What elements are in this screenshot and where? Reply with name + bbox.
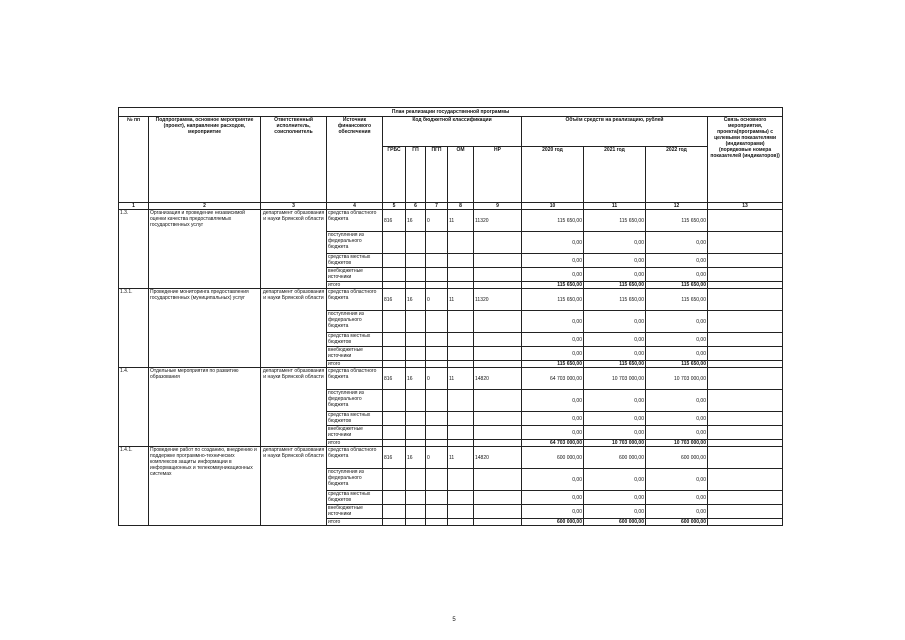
indicator-link bbox=[708, 268, 783, 282]
indicator-link bbox=[708, 210, 783, 232]
code-gp bbox=[406, 232, 426, 254]
value-2021: 0,00 bbox=[584, 347, 646, 361]
header-nr: НР bbox=[474, 147, 522, 203]
code-om bbox=[448, 282, 474, 289]
code-om bbox=[448, 519, 474, 526]
code-grbs bbox=[383, 412, 406, 426]
column-number: 13 bbox=[708, 203, 783, 210]
code-gp bbox=[406, 282, 426, 289]
code-grbs bbox=[383, 519, 406, 526]
indicator-link bbox=[708, 282, 783, 289]
column-number: 8 bbox=[448, 203, 474, 210]
value-2021: 0,00 bbox=[584, 254, 646, 268]
code-gp: 16 bbox=[406, 210, 426, 232]
value-2021: 600 000,00 bbox=[584, 519, 646, 526]
code-pgp bbox=[426, 519, 448, 526]
value-2021: 115 650,00 bbox=[584, 282, 646, 289]
item-executor: департамент образования и науки Брянской области bbox=[261, 447, 327, 526]
code-grbs bbox=[383, 232, 406, 254]
header-name: Подпрограмма, основное мероприятие (проект), направление расходов, мероприятие bbox=[149, 117, 261, 203]
column-number: 10 bbox=[522, 203, 584, 210]
column-number: 5 bbox=[383, 203, 406, 210]
column-number: 3 bbox=[261, 203, 327, 210]
funding-source: средства областного бюджета bbox=[327, 210, 383, 232]
value-2022: 10 703 000,00 bbox=[646, 440, 708, 447]
value-2022: 115 650,00 bbox=[646, 361, 708, 368]
value-2020: 0,00 bbox=[522, 268, 584, 282]
value-2022: 600 000,00 bbox=[646, 447, 708, 469]
indicator-link bbox=[708, 519, 783, 526]
code-gp: 16 bbox=[406, 289, 426, 311]
funding-source: итого bbox=[327, 519, 383, 526]
code-pgp bbox=[426, 426, 448, 440]
code-om bbox=[448, 440, 474, 447]
code-nr bbox=[474, 282, 522, 289]
code-pgp bbox=[426, 361, 448, 368]
code-gp bbox=[406, 347, 426, 361]
value-2020: 64 703 000,00 bbox=[522, 440, 584, 447]
funding-source: поступления из федерального бюджета bbox=[327, 311, 383, 333]
value-2021: 10 703 000,00 bbox=[584, 440, 646, 447]
value-2020: 0,00 bbox=[522, 232, 584, 254]
code-pgp bbox=[426, 412, 448, 426]
funding-source: средства местных бюджетов bbox=[327, 254, 383, 268]
code-grbs: 816 bbox=[383, 368, 406, 390]
value-2020: 0,00 bbox=[522, 469, 584, 491]
indicator-link bbox=[708, 361, 783, 368]
header-source: Источник финансового обеспечения bbox=[327, 117, 383, 203]
value-2021: 0,00 bbox=[584, 469, 646, 491]
header-pgp: ПГП bbox=[426, 147, 448, 203]
column-number: 2 bbox=[149, 203, 261, 210]
indicator-link bbox=[708, 368, 783, 390]
value-2020: 0,00 bbox=[522, 254, 584, 268]
code-grbs: 816 bbox=[383, 289, 406, 311]
code-pgp bbox=[426, 268, 448, 282]
funding-source: внебюджетные источники bbox=[327, 426, 383, 440]
value-2022: 0,00 bbox=[646, 505, 708, 519]
value-2021: 115 650,00 bbox=[584, 289, 646, 311]
value-2021: 0,00 bbox=[584, 426, 646, 440]
item-name: Проведение мониторинга предоставления государственных (муниципальных) услуг bbox=[149, 289, 261, 368]
funding-source: поступления из федерального бюджета bbox=[327, 232, 383, 254]
header-executor: Ответственный исполнитель, соисполнитель bbox=[261, 117, 327, 203]
code-om bbox=[448, 426, 474, 440]
code-grbs bbox=[383, 311, 406, 333]
value-2022: 0,00 bbox=[646, 426, 708, 440]
funding-source: поступления из федерального бюджета bbox=[327, 469, 383, 491]
code-gp bbox=[406, 412, 426, 426]
item-executor: департамент образования и науки Брянской области bbox=[261, 289, 327, 368]
header-om: ОМ bbox=[448, 147, 474, 203]
code-nr bbox=[474, 469, 522, 491]
code-om bbox=[448, 232, 474, 254]
item-name: Организация и проведение независимой оценки качества предоставляемых государственных услуг bbox=[149, 210, 261, 289]
value-2022: 0,00 bbox=[646, 469, 708, 491]
value-2021: 0,00 bbox=[584, 333, 646, 347]
code-nr bbox=[474, 519, 522, 526]
code-pgp bbox=[426, 469, 448, 491]
indicator-link bbox=[708, 254, 783, 268]
value-2021: 0,00 bbox=[584, 390, 646, 412]
indicator-link bbox=[708, 289, 783, 311]
code-nr bbox=[474, 333, 522, 347]
funding-source: средства местных бюджетов bbox=[327, 333, 383, 347]
code-grbs bbox=[383, 426, 406, 440]
code-grbs: 816 bbox=[383, 447, 406, 469]
header-2022: 2022 год bbox=[646, 147, 708, 203]
code-gp bbox=[406, 491, 426, 505]
value-2020: 115 650,00 bbox=[522, 361, 584, 368]
value-2022: 0,00 bbox=[646, 232, 708, 254]
funding-source: средства областного бюджета bbox=[327, 289, 383, 311]
code-gp bbox=[406, 268, 426, 282]
code-gp: 16 bbox=[406, 368, 426, 390]
code-pgp bbox=[426, 390, 448, 412]
column-number: 12 bbox=[646, 203, 708, 210]
code-pgp bbox=[426, 282, 448, 289]
header-2020: 2020 год bbox=[522, 147, 584, 203]
funding-source: поступления из федерального бюджета bbox=[327, 390, 383, 412]
code-nr bbox=[474, 311, 522, 333]
value-2021: 0,00 bbox=[584, 268, 646, 282]
value-2022: 115 650,00 bbox=[646, 289, 708, 311]
value-2022: 0,00 bbox=[646, 347, 708, 361]
value-2022: 0,00 bbox=[646, 333, 708, 347]
table-row bbox=[119, 210, 783, 232]
table-row bbox=[119, 368, 783, 390]
header-grbs: ГРБС bbox=[383, 147, 406, 203]
code-grbs bbox=[383, 505, 406, 519]
code-pgp: 0 bbox=[426, 210, 448, 232]
value-2022: 115 650,00 bbox=[646, 282, 708, 289]
value-2021: 0,00 bbox=[584, 491, 646, 505]
column-number: 1 bbox=[119, 203, 149, 210]
code-grbs bbox=[383, 282, 406, 289]
code-nr bbox=[474, 440, 522, 447]
column-number: 6 bbox=[406, 203, 426, 210]
code-nr: 11320 bbox=[474, 289, 522, 311]
code-nr bbox=[474, 412, 522, 426]
code-om bbox=[448, 491, 474, 505]
header-row-1 bbox=[119, 117, 783, 147]
code-grbs bbox=[383, 440, 406, 447]
header-2021: 2021 год bbox=[584, 147, 646, 203]
header-gp: ГП bbox=[406, 147, 426, 203]
code-om bbox=[448, 333, 474, 347]
value-2020: 0,00 bbox=[522, 491, 584, 505]
code-om: 11 bbox=[448, 210, 474, 232]
code-grbs bbox=[383, 361, 406, 368]
code-nr bbox=[474, 254, 522, 268]
indicator-link bbox=[708, 333, 783, 347]
code-grbs bbox=[383, 347, 406, 361]
column-number: 4 bbox=[327, 203, 383, 210]
page-number: 5 bbox=[452, 617, 456, 623]
value-2020: 0,00 bbox=[522, 505, 584, 519]
code-pgp bbox=[426, 440, 448, 447]
code-nr: 11320 bbox=[474, 210, 522, 232]
item-name: Проведение работ по созданию, внедрению и поддержке программно-технических комплексов защиты информации в информационных и телекоммуникационных системах bbox=[149, 447, 261, 526]
funding-source: средства областного бюджета bbox=[327, 368, 383, 390]
funding-source: внебюджетные источники bbox=[327, 268, 383, 282]
value-2020: 0,00 bbox=[522, 390, 584, 412]
indicator-link bbox=[708, 491, 783, 505]
funding-source: внебюджетные источники bbox=[327, 347, 383, 361]
code-pgp bbox=[426, 333, 448, 347]
indicator-link bbox=[708, 426, 783, 440]
code-nr: 14820 bbox=[474, 447, 522, 469]
indicator-link bbox=[708, 412, 783, 426]
funding-source: внебюджетные источники bbox=[327, 505, 383, 519]
code-nr bbox=[474, 505, 522, 519]
code-pgp bbox=[426, 254, 448, 268]
code-om: 11 bbox=[448, 368, 474, 390]
code-gp bbox=[406, 311, 426, 333]
indicator-link bbox=[708, 311, 783, 333]
column-numbers-row bbox=[119, 203, 783, 210]
budget-plan-table bbox=[118, 107, 783, 526]
code-om bbox=[448, 412, 474, 426]
header-kbk: Код бюджетной классификации bbox=[383, 117, 522, 147]
value-2022: 0,00 bbox=[646, 311, 708, 333]
code-om bbox=[448, 254, 474, 268]
value-2022: 600 000,00 bbox=[646, 519, 708, 526]
code-pgp: 0 bbox=[426, 289, 448, 311]
value-2022: 0,00 bbox=[646, 254, 708, 268]
table-title-row bbox=[119, 108, 783, 117]
code-nr bbox=[474, 426, 522, 440]
code-pgp bbox=[426, 311, 448, 333]
indicator-link bbox=[708, 505, 783, 519]
indicator-link bbox=[708, 232, 783, 254]
value-2020: 64 703 000,00 bbox=[522, 368, 584, 390]
value-2021: 115 650,00 bbox=[584, 210, 646, 232]
column-number: 11 bbox=[584, 203, 646, 210]
indicator-link bbox=[708, 440, 783, 447]
value-2021: 115 650,00 bbox=[584, 361, 646, 368]
code-nr bbox=[474, 361, 522, 368]
code-pgp bbox=[426, 491, 448, 505]
code-pgp bbox=[426, 232, 448, 254]
column-number: 7 bbox=[426, 203, 448, 210]
value-2022: 10 703 000,00 bbox=[646, 368, 708, 390]
value-2020: 0,00 bbox=[522, 347, 584, 361]
header-volume: Объём средств на реализацию, рублей bbox=[522, 117, 708, 147]
indicator-link bbox=[708, 347, 783, 361]
code-nr: 14820 bbox=[474, 368, 522, 390]
value-2021: 0,00 bbox=[584, 505, 646, 519]
item-number: 1.3. bbox=[119, 210, 149, 289]
item-executor: департамент образования и науки Брянской области bbox=[261, 368, 327, 447]
code-pgp: 0 bbox=[426, 368, 448, 390]
value-2020: 115 650,00 bbox=[522, 210, 584, 232]
indicator-link bbox=[708, 469, 783, 491]
value-2020: 115 650,00 bbox=[522, 282, 584, 289]
code-gp bbox=[406, 519, 426, 526]
code-om: 11 bbox=[448, 289, 474, 311]
code-gp bbox=[406, 469, 426, 491]
funding-source: средства местных бюджетов bbox=[327, 412, 383, 426]
code-pgp: 0 bbox=[426, 447, 448, 469]
code-gp bbox=[406, 426, 426, 440]
value-2020: 600 000,00 bbox=[522, 519, 584, 526]
code-om bbox=[448, 469, 474, 491]
value-2021: 0,00 bbox=[584, 232, 646, 254]
value-2022: 0,00 bbox=[646, 491, 708, 505]
code-gp bbox=[406, 254, 426, 268]
funding-source: средства областного бюджета bbox=[327, 447, 383, 469]
value-2021: 600 000,00 bbox=[584, 447, 646, 469]
value-2020: 115 650,00 bbox=[522, 289, 584, 311]
code-om: 11 bbox=[448, 447, 474, 469]
funding-source: итого bbox=[327, 361, 383, 368]
value-2020: 0,00 bbox=[522, 412, 584, 426]
value-2022: 0,00 bbox=[646, 412, 708, 426]
code-om bbox=[448, 361, 474, 368]
code-nr bbox=[474, 491, 522, 505]
code-nr bbox=[474, 268, 522, 282]
item-number: 1.3.1. bbox=[119, 289, 149, 368]
code-nr bbox=[474, 390, 522, 412]
code-grbs bbox=[383, 268, 406, 282]
value-2021: 0,00 bbox=[584, 311, 646, 333]
code-grbs bbox=[383, 469, 406, 491]
item-name: Отдельные мероприятия по развитию образования bbox=[149, 368, 261, 447]
code-om bbox=[448, 268, 474, 282]
item-number: 1.4. bbox=[119, 368, 149, 447]
indicator-link bbox=[708, 390, 783, 412]
code-om bbox=[448, 390, 474, 412]
code-om bbox=[448, 311, 474, 333]
code-om bbox=[448, 347, 474, 361]
code-pgp bbox=[426, 347, 448, 361]
column-number: 9 bbox=[474, 203, 522, 210]
code-grbs bbox=[383, 390, 406, 412]
code-gp bbox=[406, 505, 426, 519]
value-2020: 600 000,00 bbox=[522, 447, 584, 469]
code-grbs bbox=[383, 491, 406, 505]
funding-source: итого bbox=[327, 282, 383, 289]
item-executor: департамент образования и науки Брянской области bbox=[261, 210, 327, 289]
value-2022: 0,00 bbox=[646, 390, 708, 412]
code-gp bbox=[406, 440, 426, 447]
table-row bbox=[119, 447, 783, 469]
value-2021: 0,00 bbox=[584, 412, 646, 426]
code-grbs bbox=[383, 254, 406, 268]
indicator-link bbox=[708, 447, 783, 469]
code-pgp bbox=[426, 505, 448, 519]
funding-source: итого bbox=[327, 440, 383, 447]
value-2022: 115 650,00 bbox=[646, 210, 708, 232]
code-gp bbox=[406, 361, 426, 368]
table-title: План реализации государственной программы bbox=[119, 108, 783, 117]
header-no: № пп bbox=[119, 117, 149, 203]
code-gp bbox=[406, 390, 426, 412]
table-row bbox=[119, 289, 783, 311]
value-2021: 10 703 000,00 bbox=[584, 368, 646, 390]
code-grbs bbox=[383, 333, 406, 347]
code-om bbox=[448, 505, 474, 519]
value-2022: 0,00 bbox=[646, 268, 708, 282]
value-2020: 0,00 bbox=[522, 426, 584, 440]
value-2020: 0,00 bbox=[522, 333, 584, 347]
code-nr bbox=[474, 347, 522, 361]
code-nr bbox=[474, 232, 522, 254]
code-gp: 16 bbox=[406, 447, 426, 469]
item-number: 1.4.1. bbox=[119, 447, 149, 526]
funding-source: средства местных бюджетов bbox=[327, 491, 383, 505]
header-link: Связь основного мероприятия, проекта(программы) с целевыми показателями (индикаторами) (порядковые номера показателей (индикаторов)) bbox=[708, 117, 783, 203]
code-gp bbox=[406, 333, 426, 347]
value-2020: 0,00 bbox=[522, 311, 584, 333]
code-grbs: 816 bbox=[383, 210, 406, 232]
